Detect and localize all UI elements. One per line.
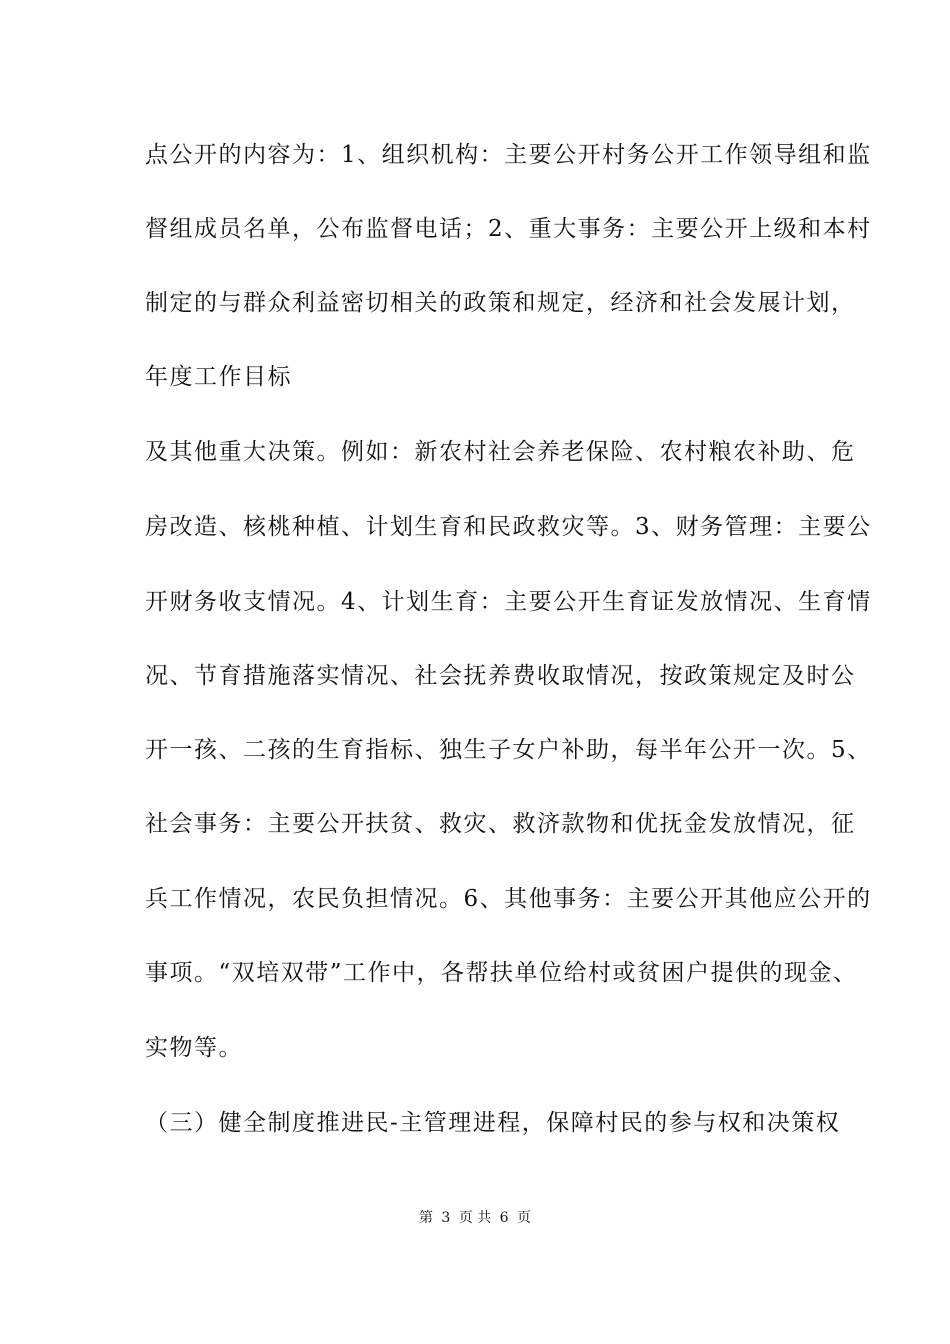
text-line: 年度工作目标	[145, 364, 292, 390]
text-line: 实物等。	[145, 1035, 243, 1061]
section-heading: （三）健全制度推进民-主管理进程，保障村民的参与权和决策权	[145, 1110, 841, 1136]
text-line: 及其他重大决策。例如：新农村社会养老保险、农村粮农补助、危	[145, 439, 856, 465]
page-footer	[0, 1208, 950, 1228]
footer-prefix: 第	[418, 1210, 433, 1226]
text-line: 社会事务：主要公开扶贫、救灾、救济款物和优抚金发放情况，征	[145, 811, 856, 837]
text-line: 事项。“双培双带”工作中，各帮扶单位给村或贫困户提供的现金、	[145, 960, 858, 986]
text-line: 况、节育措施落实情况、社会抚养费收取情况，按政策规定及时公	[145, 663, 856, 689]
text-line: 开一孩、二孩的生育指标、独生子女户补助，每半年公开一次。5、	[145, 737, 872, 763]
text-line: 督组成员名单，公布监督电话；2、重大事务：主要公开上级和本村	[145, 216, 872, 242]
footer-page-number: 3	[441, 1210, 451, 1226]
text-line: 点公开的内容为：1、组织机构：主要公开村务公开工作领导组和监	[145, 142, 872, 168]
text-line: 兵工作情况，农民负担情况。6、其他事务：主要公开其他应公开的	[145, 886, 872, 912]
text-line: 开财务收支情况。4、计划生育：主要公开生育证发放情况、生育情	[145, 589, 872, 615]
footer-total-pages: 6	[499, 1210, 509, 1226]
text-line: 房改造、核桃种植、计划生育和民政救灾等。3、财务管理：主要公	[145, 514, 872, 540]
footer-suffix: 页	[517, 1210, 532, 1226]
text-line: 制定的与群众利益密切相关的政策和规定，经济和社会发展计划，	[145, 290, 856, 316]
footer-mid: 页 共	[458, 1210, 492, 1226]
